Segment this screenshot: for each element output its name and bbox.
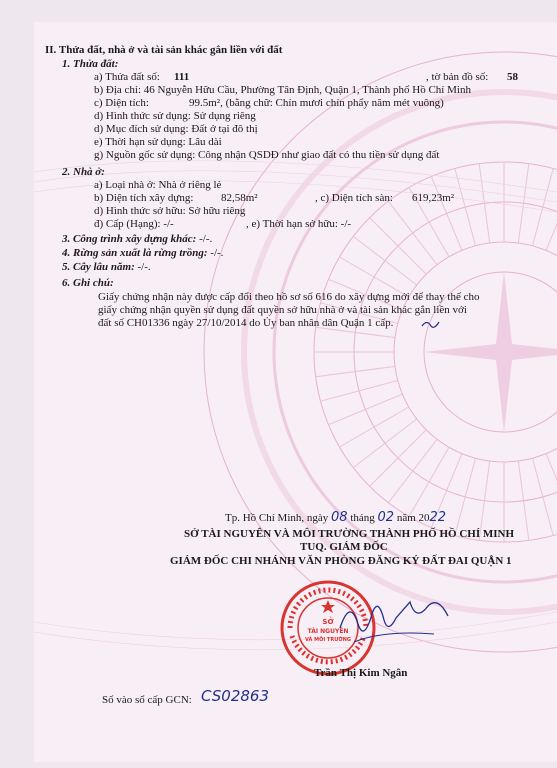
pattern-ray xyxy=(339,407,408,447)
usage-form: d) Hình thức sử dụng: Sử dụng riêng xyxy=(94,110,256,122)
initial-mark xyxy=(420,318,442,332)
forest xyxy=(62,247,223,260)
department-name: SỞ TÀI NGUYÊN VÀ MÔI TRƯỜNG THÀNH PHỐ HỒ CHÍ MINH xyxy=(184,528,515,540)
pattern-ray xyxy=(409,447,449,516)
pattern-ray xyxy=(388,201,437,264)
pattern-ray xyxy=(320,380,397,401)
svg-text:TÀI NGUYÊN: TÀI NGUYÊN xyxy=(307,628,349,635)
year-label: năm 20 xyxy=(396,512,430,524)
notes-line: giấy chứng nhận quyền sử dụng đất quyền sở hữu nhà ở và tài sản khác gắn liền với xyxy=(98,304,467,316)
pattern-ray xyxy=(353,419,416,468)
director-title: GIÁM ĐỐC CHI NHÁNH VĂN PHÒNG ĐĂNG KÝ ĐẤT ĐAI QUẬN 1 xyxy=(170,555,512,567)
land-address: b) Địa chỉ: 46 Nguyễn Hữu Cầu, Phường Tân Định, Quận 1, Thành phố Hồ Chí Minh xyxy=(94,84,471,96)
section-heading: II. Thửa đất, nhà ở và tài sản khác gắn liền với đất xyxy=(45,44,283,56)
notes-title: 6. Ghi chú: xyxy=(62,277,114,289)
forest-label: 4. Rừng sản xuất là rừng trồng: xyxy=(62,247,208,259)
perennial-value: -/-. xyxy=(134,261,151,273)
pattern-ray xyxy=(431,176,462,250)
house-grade: đ) Cấp (Hạng): -/- xyxy=(94,218,174,230)
on-behalf-title: TUQ. GIÁM ĐỐC xyxy=(300,541,388,553)
usage-origin: g) Nguồn gốc sử dụng: Công nhận QSDĐ như giao đất có thu tiền sử dụng đất xyxy=(94,149,440,161)
notes-line: Giấy chứng nhận này được cấp đổi theo hồ sơ số 616 do xây dựng mới để thay thế cho xyxy=(98,291,480,303)
pattern-ray xyxy=(532,458,553,535)
parcel-number-label: a) Thửa đất số: xyxy=(94,71,160,83)
other-works-value: -/-. xyxy=(196,233,213,245)
handwritten-signature xyxy=(334,588,454,658)
registry-number: CS02863 xyxy=(201,687,269,705)
date-year-suffix: 22 xyxy=(429,510,447,525)
map-sheet-label: , tờ bản đồ số: xyxy=(426,71,489,83)
built-area-label: b) Diện tích xây dựng: xyxy=(94,192,194,204)
land-area-value: 99.5m², (bằng chữ: Chín mươi chín phẩy năm mét vuông) xyxy=(189,97,444,109)
house-title: 2. Nhà ở: xyxy=(62,166,105,178)
floor-area-label: , c) Diện tích sàn: xyxy=(315,192,393,204)
pattern-ray xyxy=(370,218,427,275)
signer-name: Trần Thị Kim Ngân xyxy=(314,667,408,679)
house-ownership: d) Hình thức sở hữu: Sở hữu riêng xyxy=(94,205,246,217)
notes-line: đất số CH01336 ngày 27/10/2014 do Ủy ban nhân dân Quận 1 cấp. xyxy=(98,317,394,329)
place-date xyxy=(225,511,446,525)
forest-value: -/-. xyxy=(207,247,224,259)
other-works xyxy=(62,233,212,246)
perennial-label: 5. Cây lâu năm: xyxy=(62,261,135,273)
month-label: tháng xyxy=(350,512,375,524)
pattern-ray xyxy=(328,394,402,425)
house-ownership-term: , e) Thời hạn sở hữu: -/- xyxy=(246,218,352,230)
parcel-number: 111 xyxy=(174,71,190,83)
certificate-sheet xyxy=(34,22,557,762)
land-title: 1. Thửa đất: xyxy=(62,58,119,70)
floor-area-value: 619,23m² xyxy=(412,192,455,204)
pattern-ray xyxy=(455,458,476,535)
svg-text:SỞ: SỞ xyxy=(322,618,334,626)
date-month: 02 xyxy=(377,510,395,525)
usage-purpose: d) Mục đích sử dụng: Đất ở tại đô thị xyxy=(94,123,258,135)
built-area-value: 82,58m² xyxy=(221,192,258,204)
place-date-prefix: Tp. Hồ Chí Minh, ngày xyxy=(225,512,329,524)
pattern-ray xyxy=(388,439,437,502)
land-area-label: c) Diện tích: xyxy=(94,97,149,109)
perennial xyxy=(62,261,151,274)
date-day: 08 xyxy=(331,510,348,525)
registry-label: Số vào sổ cấp GCN: xyxy=(102,694,192,706)
map-sheet-number: 58 xyxy=(507,71,518,83)
house-type: a) Loại nhà ở: Nhà ở riêng lẻ xyxy=(94,179,222,191)
usage-term: e) Thời hạn sử dụng: Lâu dài xyxy=(94,136,222,148)
svg-text:VÀ MÔI TRƯỜNG: VÀ MÔI TRƯỜNG xyxy=(304,637,352,643)
pattern-ray xyxy=(532,168,553,245)
other-works-label: 3. Công trình xây dựng khác: xyxy=(62,233,197,245)
pattern-ray xyxy=(353,236,416,285)
pattern-ray xyxy=(370,430,427,487)
